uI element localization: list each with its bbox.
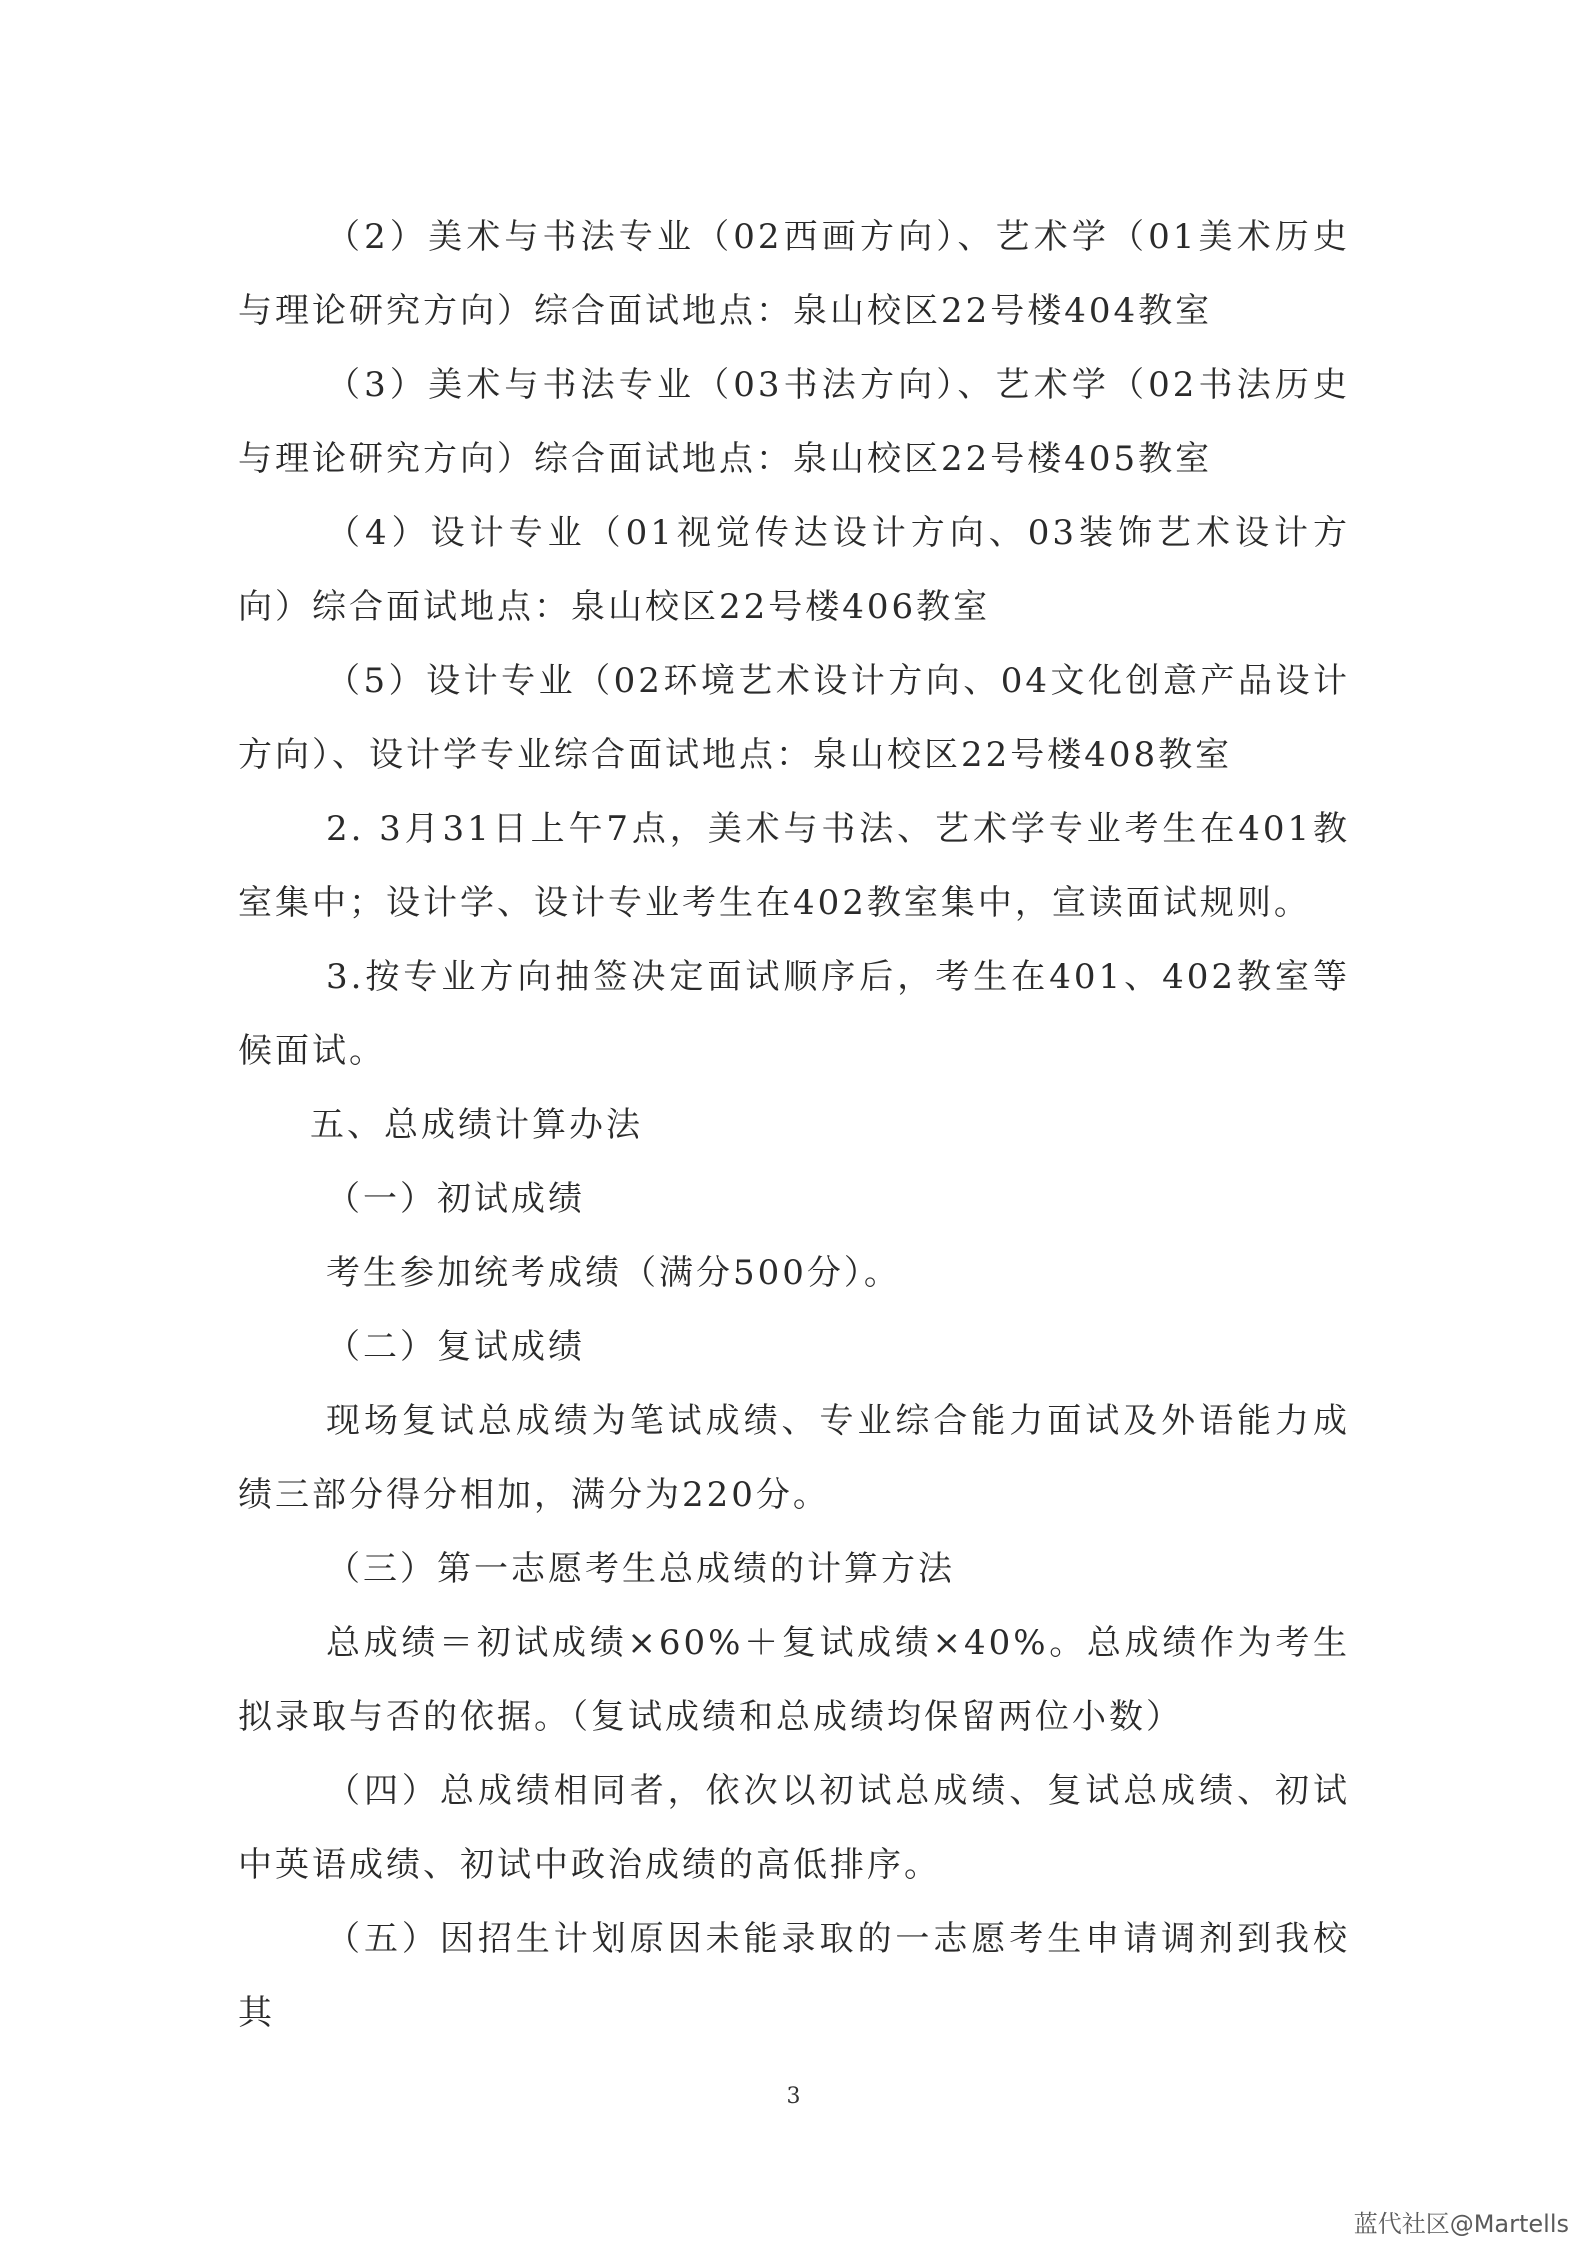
watermark: 蓝代社区@Martells <box>1353 2210 1569 2238</box>
subsection-heading: （三）第一志愿考生总成绩的计算方法 <box>326 1549 955 1589</box>
paragraph: （2）美术与书法专业（02西画方向）、艺术学（01美术历史与理论研究方向）综合面试地点：泉山校区22号楼404教室 <box>238 217 1350 331</box>
subsection-heading: （一）初试成绩 <box>326 1179 585 1219</box>
paragraph: （四）总成绩相同者，依次以初试总成绩、复试总成绩、初试中英语成绩、初试中政治成绩的高低排序。 <box>238 1771 1350 1885</box>
document-body <box>238 200 1350 2050</box>
paragraph: 现场复试总成绩为笔试成绩、专业综合能力面试及外语能力成绩三部分得分相加，满分为220分。 <box>238 1401 1350 1515</box>
paragraph: 2. 3月31日上午7点，美术与书法、艺术学专业考生在401教室集中；设计学、设计专业考生在402教室集中，宣读面试规则。 <box>238 809 1350 923</box>
page-number: 3 <box>786 2084 801 2109</box>
paragraph: 总成绩＝初试成绩×60%＋复试成绩×40%。总成绩作为考生拟录取与否的依据。（复试成绩和总成绩均保留两位小数） <box>238 1623 1350 1737</box>
paragraph: （5）设计专业（02环境艺术设计方向、04文化创意产品设计方向）、设计学专业综合面试地点：泉山校区22号楼408教室 <box>238 661 1350 775</box>
subsection-heading: （二）复试成绩 <box>326 1327 585 1367</box>
paragraph: 3.按专业方向抽签决定面试顺序后，考生在401、402教室等候面试。 <box>238 957 1350 1071</box>
paragraph: （3）美术与书法专业（03书法方向）、艺术学（02书法历史与理论研究方向）综合面试地点：泉山校区22号楼405教室 <box>238 365 1350 479</box>
paragraph: （4）设计专业（01视觉传达设计方向、03装饰艺术设计方向）综合面试地点：泉山校区22号楼406教室 <box>238 513 1350 627</box>
paragraph: 考生参加统考成绩（满分500分）。 <box>326 1253 901 1293</box>
section-heading: 五、总成绩计算办法 <box>310 1105 643 1145</box>
paragraph: （五）因招生计划原因未能录取的一志愿考生申请调剂到我校其 <box>238 1919 1350 2033</box>
